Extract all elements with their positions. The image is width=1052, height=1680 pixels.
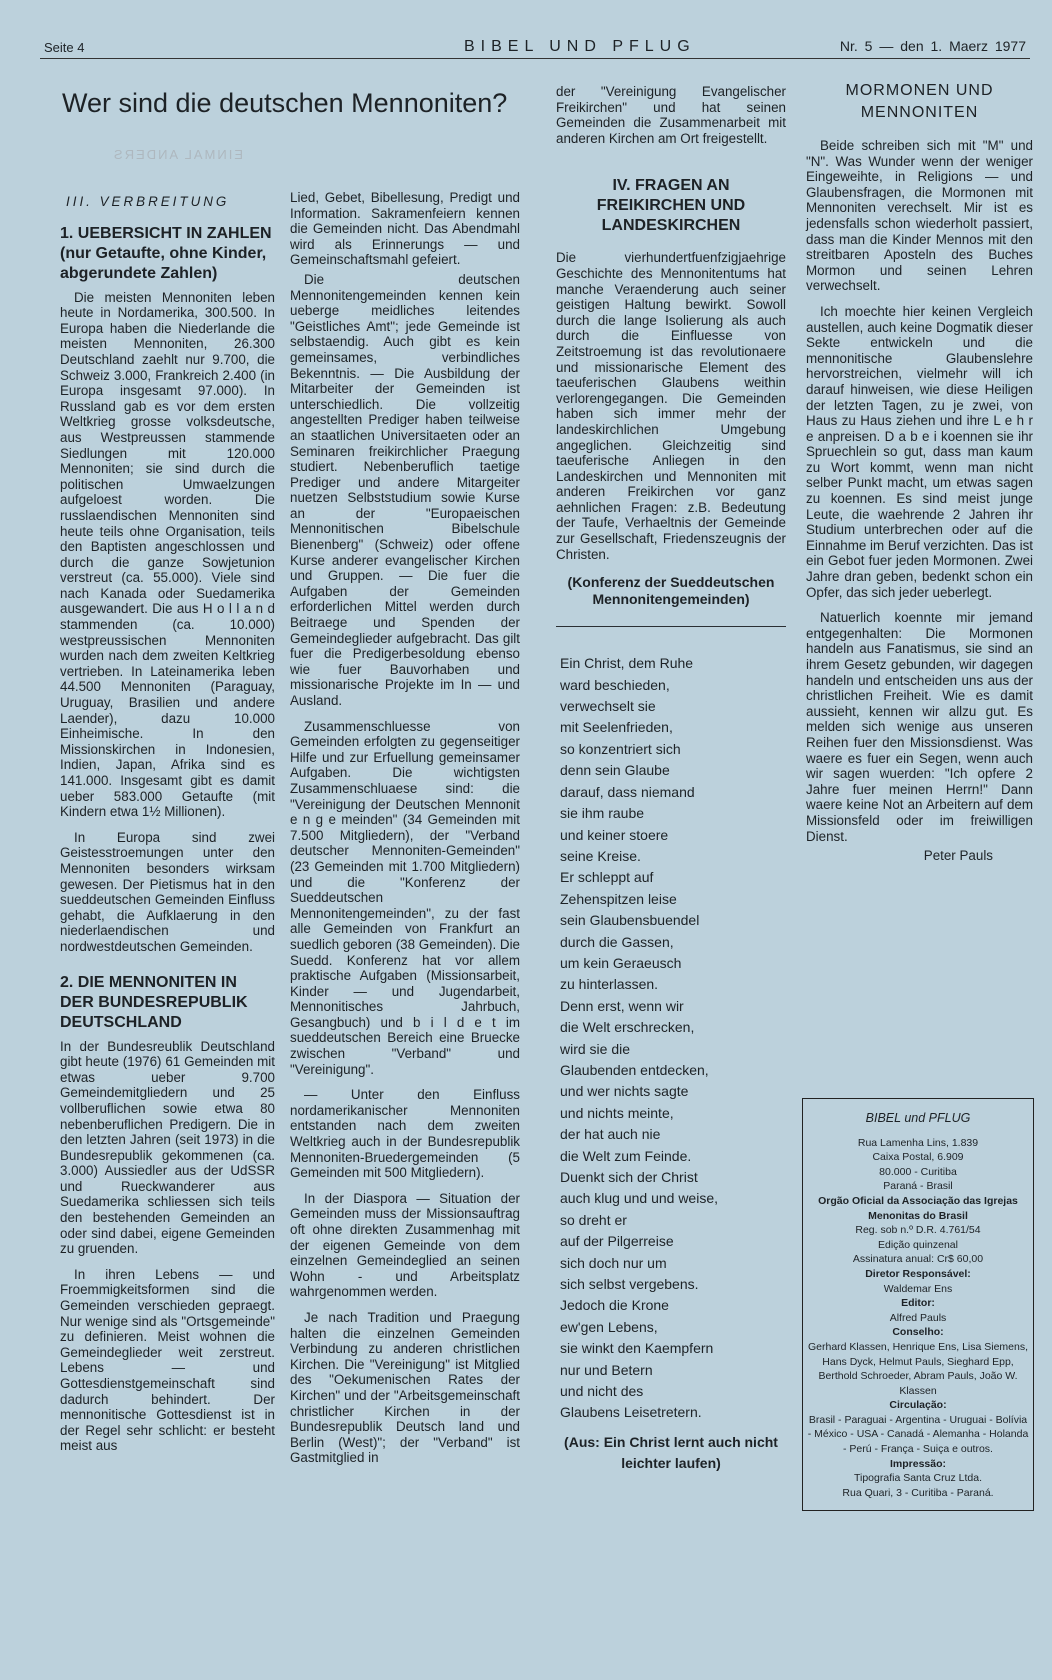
paragraph: Die vierhundertfuenfzigjaehrige Geschichte des Mennonitentums hat manche Veraenderung auch seiner geistigen Haltung bewirkt. Sowoll durch die lange Isolierung als auch durch die Einfluesse von Zeitstroemung ist das revolutionaere und missionarische Element des taeuferischen Glaubens weithin verlorengegangen. Die Gemeinden haben sich immer mehr der landeskirchlichen Umgebung angeglichen. Gleichzeitig sind taeuferische Anliegen in den Landeskirchen und Mennoniten mit anderen Freikirchen vor ganz aehnlichen Fragen: z.B. Bedeutung der Taufe, Verhaeltnis der Gemeinde zur Gesellschaft, Friedenszeugnis der Christen. xyxy=(556,250,786,562)
poem-line: Denn erst, wenn wir xyxy=(560,997,684,1014)
poem-line: auch klug und und weise, xyxy=(560,1190,718,1207)
poem-line: verwechselt sie xyxy=(560,698,656,715)
poem-line: denn sein Glaube xyxy=(560,762,670,779)
poem-line: ward beschieden, xyxy=(560,676,670,693)
poem-line: darauf, dass niemand xyxy=(560,783,695,800)
poem-line: wird sie die xyxy=(560,1040,631,1057)
imprint-line: Rua Lamenha Lins, 1.839 xyxy=(857,1136,979,1149)
paragraph: Natuerlich koennte mir jemand entgegenhalten: Die Mormonen handeln aus Fanatismus, sie sind an ihrem Gesetz gebunden, wir dagegen handeln und entscheiden uns aus der christlichen Freiheit. Wie es damit aussieht, kennen wir allzu gut. Es melden sich wenige aus unseren Reihen fuer den Missionsdienst. Was waere es fuer ein Segen, wenn auch wir sagen wuerden: "Ich opfere 2 Jahre fuer meinen Herrn!" Dann waere keine Not an Arbeitern auf dem Missionsfeld oder im freiwilligen Dienst. xyxy=(806,610,1033,844)
imprint-line: Impressão: xyxy=(889,1457,947,1470)
imprint-line: Reg. sob n.º D.R. 4.761/54 xyxy=(855,1224,981,1237)
page-header xyxy=(40,38,1030,60)
imprint-line: Rua Quari, 3 - Curitiba - Paraná. xyxy=(842,1486,994,1499)
poem-line: auf der Pilgerreise xyxy=(560,1233,674,1250)
source-note: (Konferenz der Sueddeutschen Mennonitengemeinden) xyxy=(567,574,775,608)
divider xyxy=(556,626,786,627)
poem-line: Glaubenden entdecken, xyxy=(560,1061,709,1078)
imprint-line: Caixa Postal, 6.909 xyxy=(872,1151,964,1164)
poem-source: (Aus: Ein Christ lernt auch nicht leichter laufen) xyxy=(564,1433,778,1471)
paragraph: In der Bundesreublik Deutschland gibt heute (1976) 61 Gemeinden mit etwas ueber 9.700 Gemeindemitgliedern und 25 vollberuflichen sowie etwa 80 nebenberuflichen Predigern. Die in den letzten Jahren (seit 1973) in die Bundesrepublik gekommenen (ca. 3.000) Aussiedler aus der UdSSR und Rueckwanderer aus Suedamerika schliessen sich teils den bestehenden Gemeinden an oder sind dabei, eigene Gemeinden zu gruenden. xyxy=(60,1038,275,1257)
imprint-line: Conselho: xyxy=(892,1326,944,1339)
poem-line: und wer nichts sagte xyxy=(560,1083,689,1100)
paragraph: In der Diaspora — Situation der Gemeinden muss der Missionsauftrag oft ohne direkten Zusammenhag mit der eigenen Gemeinde von dem einzelnen Gemeindeglied an seinen Wohn - und Arbeitsplatz wahrgenommen werden. xyxy=(290,1190,520,1300)
poem-line: sie ihm raube xyxy=(560,805,645,822)
poem-line: Zehenspitzen leise xyxy=(560,890,677,907)
imprint-line: Tipografia Santa Cruz Ltda. xyxy=(853,1472,982,1485)
poem-line: durch die Gassen, xyxy=(560,933,674,950)
section-heading: III. VERBREITUNG xyxy=(66,194,230,209)
mormon-title: MORMONEN UND MENNONITEN xyxy=(845,82,994,121)
paragraph: Die deutschen Mennonitengemeinden kennen kein ueberge meidliches leitendes "Geistliches Amt"; jede Gemeinde ist selbstaendig. Auch gibt es kein gemeinsames, verbindliches Bekenntnis. — Die Ausbildung der Mitarbeiter der Gemeinden ist unterschiedlich. Die vollzeitig angestellten Prediger haben teilweise an staatlichen Universitaeten oder an Seminaren freikirchlicher Praegung studiert. Nebenberuflich taetige Prediger und andere Mitargeiter nuetzen Selbststudium sowie Kurse an der "Europaeischen Mennonitischen Bibelschule Bienenberg" (Schweiz) oder offene Kurse anderer evangelischer Kirchen und Gruppen. — Die fuer die Aufgaben der Gemeinden erforderlichen Mittel werden durch Beitraege und Spenden der Gemeindeglieder aufgebracht. Das gilt fuer die Predigerbesoldung ebenso wie fuer Bauvorhaben und missionarische Projekte im In — und Ausland. xyxy=(290,271,520,708)
poem-line: um kein Geraeusch xyxy=(560,954,682,971)
header-rule xyxy=(40,58,1030,59)
poem-line: und nichts meinte, xyxy=(560,1104,674,1121)
imprint-line: Edição quinzenal xyxy=(878,1238,958,1251)
imprint-line: 80.000 - Curitiba xyxy=(879,1165,957,1178)
column-2 xyxy=(290,190,520,1470)
column-4 xyxy=(806,80,1033,864)
paragraph: Lied, Gebet, Bibellesung, Predigt und Information. Sakramenfeiern kennen die Gemeinden nicht. Das Abendmahl wird als Erinnerungs — und Gemeinschaftsmahl gefeiert. xyxy=(290,190,520,268)
paragraph: Ich moechte hier keinen Vergleich austellen, auch keine Dogmatik dieser Sekte entwickeln und die mennonitische Glaubenslehre hervorstreichen, vielmehr will ich darauf hinweisen, wie diese Heiligen der letzten Tagen, zu je zwei, von Haus zu Haus ziehen und ihre L e h r e anpreisen. D a b e i koennen sie ihr Spruechlein so gut, dass man kaum zu Wort kommt, wenn man nicht selber Punkt macht, um etwas sagen zu koennen. Es sind meist junge Leute, die waehrende 2 Jahren ihr Studium unterbrechen oder auf die Einnahme im Beruf verzichten. Das ist ein Gebot fuer jeden Mormonen. Zwei Jahre dran geben, bedenkt schon ein Opfer, das sich jeder ueberlegt. xyxy=(806,303,1033,600)
column-3 xyxy=(556,84,786,1474)
poem-line: die Welt erschrecken, xyxy=(560,1019,695,1036)
poem-line: sich doch nur um xyxy=(560,1254,667,1271)
paragraph: der "Vereinigung Evangelischer Freikirchen" und hat seinen Gemeinden die Zusammenarbeit mit anderen Kirchen am Ort freigestellt. xyxy=(556,84,786,146)
poem-line: die Welt zum Feinde. xyxy=(560,1147,692,1164)
poem-line: sich selbst vergebens. xyxy=(560,1276,699,1293)
imprint-line: Brasil - Paraguai - Argentina - Uruguai - Bolívia - México - USA - Canadá - Alemanha - Holanda - Perú - França - Suiça e outros. xyxy=(807,1413,1029,1456)
imprint-line: Paraná - Brasil xyxy=(883,1180,953,1193)
imprint-line: Circulação: xyxy=(889,1399,947,1412)
poem-line: seine Kreise. xyxy=(560,847,641,864)
poem-line: Ein Christ, dem Ruhe xyxy=(560,655,694,672)
article-title: Wer sind die deutschen Mennoniten? xyxy=(62,88,508,118)
poem-line: und keiner stoere xyxy=(560,826,669,843)
poem-line: Jedoch die Krone xyxy=(560,1297,669,1314)
imprint-line: Editor: xyxy=(901,1297,935,1310)
paragraph: Die meisten Mennoniten leben heute in Nordamerika, 300.500. In Europa haben die Niederlande die meisten Mennoniten, 26.300 Deutschland zaehlt nur 9.700, die Schweiz 3.000, Frankreich 2.400 (in Europa insgesamt 97.000). In Russland gab es vor dem ersten Weltkrieg grosse volksdeutsche, aus Westpreussen stammende Siedlungen mit 120.000 Mennoniten; sie sind durch die politischen Umwaelzungen aufgeloest worden. Die russlaendischen Mennoniten sind heute teils ohne Organisation, teils den Baptisten angeschlossen und durch die ganze Sowjetunion verstreut (ca. 55.000). Viele sind nach Kanada oder Suedamerika ausgewandert. Die aus H o l l a n d stammenden (ca. 10.000) westpreussischen Mennoniten wurden nach dem zweiten Keltkrieg vertrieben. In Lateinamerika leben 44.500 Mennoniten (Paraguay, Uruguay, Brasilien und andere Laender), dazu 10.000 Einheimische. In den Missionskirchen in Indonesien, Indien, Japan, Afrika sind es 141.000. Insgesamt gibt es damit ueber 583.000 Getaufte (mit Kindern etwa 1½ Millionen). xyxy=(60,289,275,820)
poem-line: so dreht er xyxy=(560,1211,627,1228)
masthead: BIBEL UND PFLUG xyxy=(464,38,696,55)
poem-line: und nicht des xyxy=(560,1383,644,1400)
imprint-box xyxy=(802,1098,1034,1511)
imprint-line: Assinatura anual: Cr$ 60,00 xyxy=(852,1253,984,1266)
poem-line: mit Seelenfrieden, xyxy=(560,719,673,736)
page-number: Seite 4 xyxy=(44,40,85,55)
poem-line: so konzentriert sich xyxy=(560,740,681,757)
poem-line: sein Glaubensbuendel xyxy=(560,912,700,929)
poem-line: ew'gen Lebens, xyxy=(560,1318,658,1335)
paragraph: Beide schreiben sich mit "M" und "N". Was Wunder wenn der weniger Eingeweihte, in Religions — und Glaubensfragen, die Mormonen mit Mennoniten verechselt. Mir ist es jedensfalls schon wiederholt passiert, dass man die Kinder Mennos mit den streitbaren Aposteln des Buches Mormon und seinen Lehren verwechselt. xyxy=(806,138,1033,294)
poem-line: Er schleppt auf xyxy=(560,869,654,886)
paragraph: In Europa sind zwei Geistesstroemungen unter den Mennoniten besonders wirksam gewesen. Der Pietismus hat in den sueddeutschen Gemeinden Einfluss gehabt, die Aufklaerung in den niederlaendischen und nordwestdeutschen Gemeinden. xyxy=(60,829,275,954)
poem-line: Glaubens Leisetretern. xyxy=(560,1404,702,1421)
subheading-2: 2. DIE MENNONITEN IN DER BUNDESREPUBLIK DEUTSCHLAND xyxy=(60,973,248,1031)
imprint-line: Diretor Responsável: xyxy=(865,1267,971,1280)
poem xyxy=(556,653,786,1424)
poem-line: der hat auch nie xyxy=(560,1126,661,1143)
imprint-line: Alfred Pauls xyxy=(889,1311,947,1324)
paragraph: In ihren Lebens — und Froemmigkeitsformen sind die Gemeinden verschieden gepraegt. Nur wenige sind als "Ortsgemeinde" zu definieren. Meist wohnen die Gemeindeglieder weit zerstreut. Lebens — und Gottesdienstgemeinschaft sind dadurch behindert. Der mennonitische Gottesdienst ist in der Regel sehr schlicht: er besteht meist aus xyxy=(60,1266,275,1454)
author: Peter Pauls xyxy=(923,848,993,864)
subheading-1: 1. UEBERSICHT IN ZAHLEN (nur Getaufte, ohne Kinder, abgerundete Zahlen) xyxy=(60,224,272,282)
paragraph: Je nach Tradition und Praegung halten die einzelnen Gemeinden Verbindung zu anderen christlichen Kirchen. Die "Vereinigung" ist Mitglied des "Oekumenischen Rates der Kirchen" und der "Arbeitsgemeinschaft christlicher Kirchen in der Bundesrepublik Deutsch land und Berlin (West)"; der "Verband" ist Gastmitglied in xyxy=(290,1309,520,1466)
column-1 xyxy=(60,190,275,1458)
poem-line: zu hinterlassen. xyxy=(560,976,659,993)
issue-date: Nr. 5 — den 1. Maerz 1977 xyxy=(839,38,1026,54)
imprint-line: Orgão Oficial da Associação das Igrejas Menonitas do Brasil xyxy=(818,1194,1018,1222)
show-through-text: EINMAL ANDERS xyxy=(112,147,243,162)
imprint-line: Gerhard Klassen, Henrique Ens, Lisa Siemens, Hans Dyck, Helmut Pauls, Sieghard Epp, Berthold Schroeder, Abram Pauls, João W. Klassen xyxy=(807,1340,1029,1397)
subheading-4: IV. FRAGEN AN FREIKIRCHEN UND LANDESKIRCHEN xyxy=(596,177,746,235)
poem-line: nur und Betern xyxy=(560,1361,653,1378)
paragraph: — Unter den Einfluss nordamerikanischer Mennoniten entstanden nach dem zweiten Weltkrieg auch in der Bundesrepublik Mennoniten-Bruedergemeinden (5 Gemeinden mit 500 Mitgliedern). xyxy=(290,1087,520,1181)
poem-line: sie winkt den Kaempfern xyxy=(560,1340,714,1357)
imprint-line: Waldemar Ens xyxy=(883,1282,953,1295)
imprint-masthead: BIBEL und PFLUG xyxy=(865,1111,971,1125)
poem-line: Duenkt sich der Christ xyxy=(560,1169,698,1185)
paragraph: Zusammenschluesse von Gemeinden erfolgten zu gegenseitiger Hilfe und zur Erfuellung gemeinsamer Aufgaben. Die wichtigsten Zusammenschluaese sind: die "Vereinigung der Deutschen Mennonit e n g e meinden" (34 Gemeinden mit 7.500 Mitgliedern), der "Verband deutscher Mennoniten-Gemeinden" (23 Gemeinden mit 1.700 Mitgliedern) und die "Konferenz der Sueddeutschen Mennonitengemeinden", zu der fast alle Gemeinden von Frankfurt an suedlich geboren (38 Gemeinden). Die Suedd. Konferenz hat vor allem praktische Aufgaben (Missionsarbeit, Kinder — und Jugendarbeit, Mennonitisches Jahrbuch, Gesangbuch) und b i l d e t im sueddeutschen Bereich eine Bruecke zwischen "Verband" und "Vereinigung". xyxy=(290,718,521,1077)
